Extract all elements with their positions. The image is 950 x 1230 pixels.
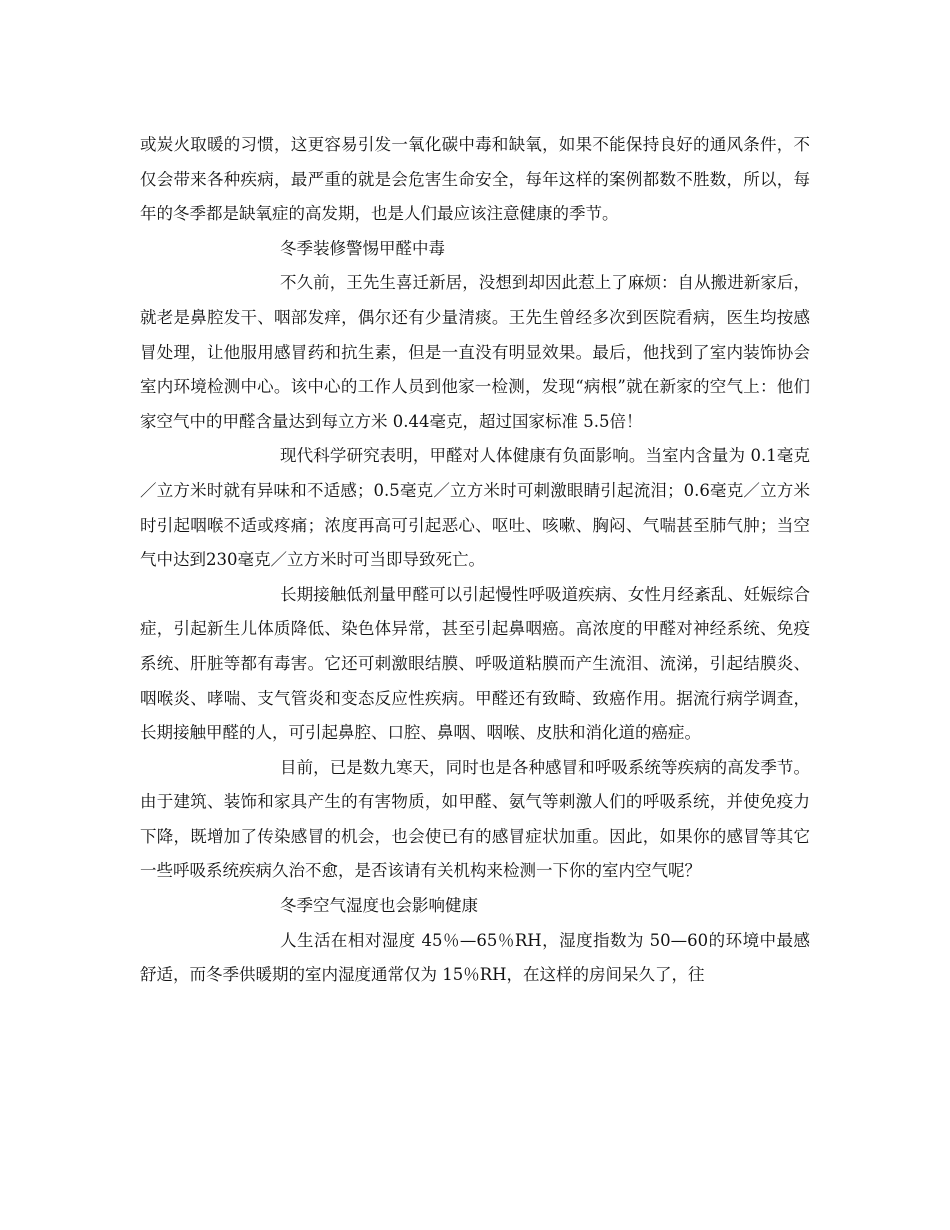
paragraph: 目前，已是数九寒天，同时也是各种感冒和呼吸系统等疾病的高发季节。由于建筑、装饰和家具产生的有害物质，如甲醛、氨气等刺激人们的呼吸系统，并使免疫力下降，既增加了传染感冒的机会，也会使已有的感冒症状加重。因此，如果你的感冒等其它一些呼吸系统疾病久治不愈，是否该请有关机构来检测一下你的室内空气呢？ [140,757,810,881]
paragraph: 或炭火取暖的习惯，这更容易引发一氧化碳中毒和缺氧，如果不能保持良好的通风条件，不仅会带来各种疾病，最严重的就是会危害生命安全，每年这样的案例都数不胜数，所以，每年的冬季都是缺氧症的高发期，也是人们最应该注意健康的季节。 [140,135,810,224]
paragraph: 人生活在相对湿度 45％—65％RH，湿度指数为 50—60的环境中最感舒适，而冬季供暖期的室内湿度通常仅为 15％RH，在这样的房间呆久了，往 [140,930,810,985]
paragraph: 不久前，王先生喜迁新居，没想到却因此惹上了麻烦：自从搬进新家后，就老是鼻腔发干、咽部发痒，偶尔还有少量清痰。王先生曾经多次到医院看病，医生均按感冒处理，让他服用感冒药和抗生素，但是一直没有明显效果。最后，他找到了室内装饰协会室内环境检测中心。该中心的工作人员到他家一检测，发现“病根”就在新家的空气上：他们家空气中的甲醛含量达到每立方米 0.44毫克，超过国家标准 5.5倍！ [140,273,810,431]
paragraph: 长期接触低剂量甲醛可以引起慢性呼吸道疾病、女性月经紊乱、妊娠综合症，引起新生儿体质降低、染色体异常，甚至引起鼻咽癌。高浓度的甲醛对神经系统、免疫系统、肝脏等都有毒害。它还可刺激眼结膜、呼吸道粘膜而产生流泪、流涕，引起结膜炎、咽喉炎、哮喘、支气管炎和变态反应性疾病。甲醛还有致畸、致癌作用。据流行病学调查，长期接触甲醛的人，可引起鼻腔、口腔、鼻咽、咽喉、皮肤和消化道的癌症。 [140,584,810,743]
section-heading: 冬季装修警惕甲醛中毒 [280,238,445,258]
paragraph: 现代科学研究表明，甲醛对人体健康有负面影响。当室内含量为 0.1毫克／立方米时就有异味和不适感；0.5毫克／立方米时可刺激眼睛引起流泪；0.6毫克／立方米时引起咽喉不适或疼痛；浓度再高可引起恶心、呕吐、咳嗽、胸闷、气喘甚至肺气肿；当空气中达到230毫克／立方米时可当即导致死亡。 [140,446,810,570]
document-page [140,128,810,993]
section-heading: 冬季空气湿度也会影响健康 [280,896,478,916]
